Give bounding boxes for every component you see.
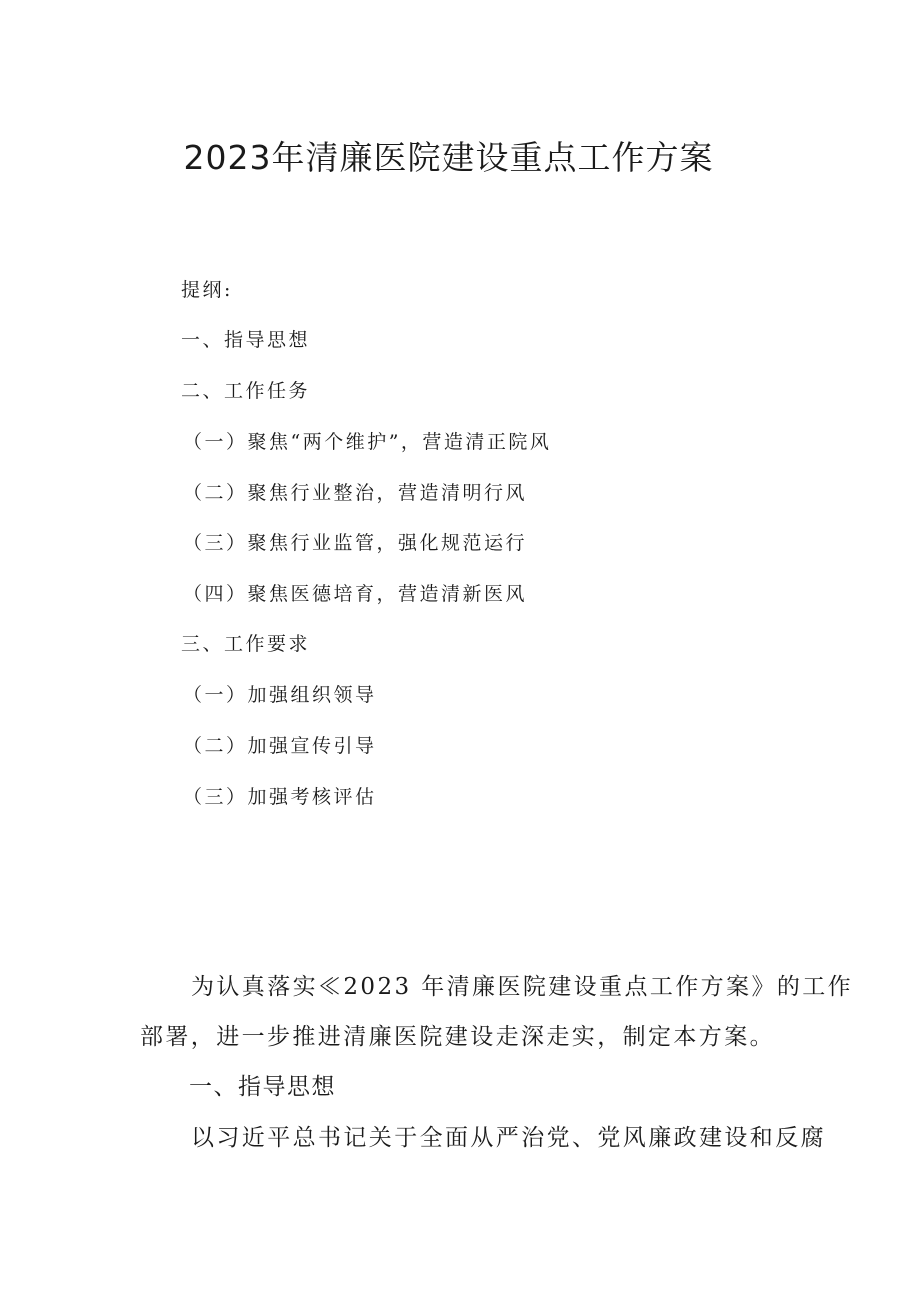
outline-item-3-3: （三）加强考核评估 [183, 786, 377, 808]
outline-item-2-3: （三）聚焦行业监管，强化规范运行 [183, 532, 528, 554]
outline-item-2: 二、工作任务 [181, 380, 311, 402]
document-title: 2023年清廉医院建设重点工作方案 [183, 138, 714, 177]
outline-item-3-1: （一）加强组织领导 [183, 684, 377, 706]
section-heading-guiding-ideology: 一、指导思想 [189, 1074, 336, 1100]
outline-item-3-2: （二）加强宣传引导 [183, 735, 377, 757]
outline-item-2-2: （二）聚焦行业整治，营造清明行风 [183, 482, 528, 504]
intro-line-2: 部署，进一步推进清廉医院建设走深走实，制定本方案。 [140, 1024, 775, 1050]
section-1-text: 以习近平总书记关于全面从严治党、党风廉政建设和反腐 [191, 1125, 826, 1151]
outline-item-2-1: （一）聚焦“两个维护”，营造清正院风 [183, 431, 552, 453]
outline-item-1: 一、指导思想 [181, 329, 311, 351]
outline-item-3: 三、工作要求 [181, 633, 311, 655]
intro-line-1: 为认真落实≪2023 年清廉医院建设重点工作方案》的工作 [191, 974, 854, 1000]
outline-label: 提纲: [181, 279, 233, 301]
outline-item-2-4: （四）聚焦医德培育，营造清新医风 [183, 583, 528, 605]
